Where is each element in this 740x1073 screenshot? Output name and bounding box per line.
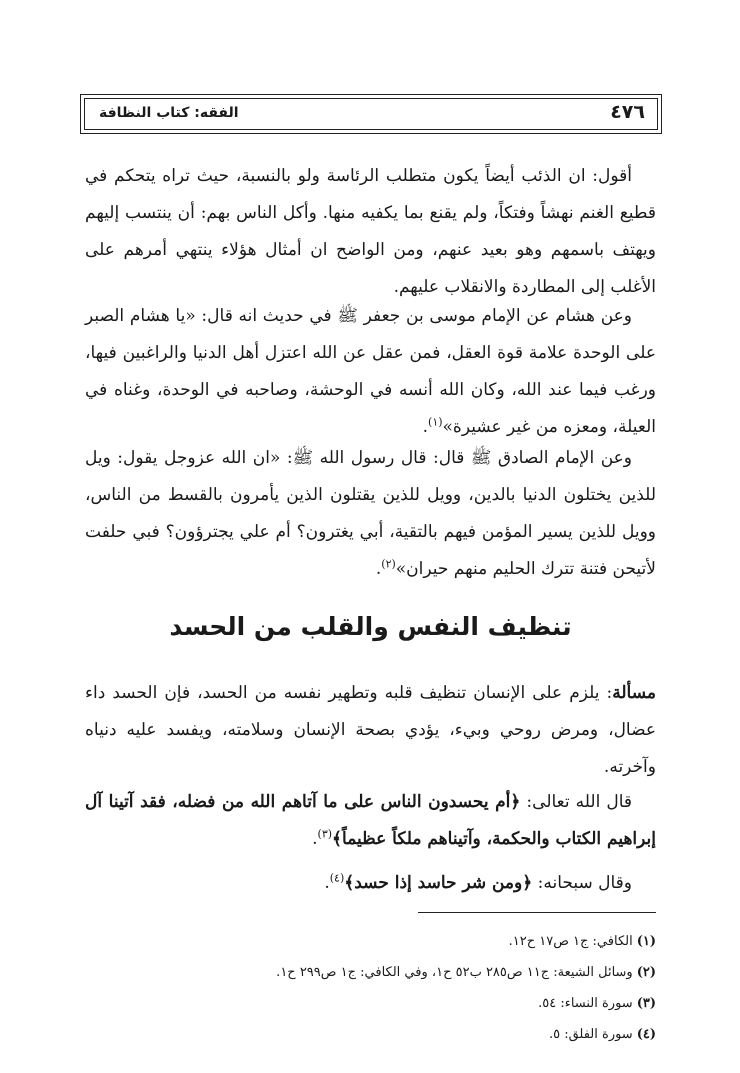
verse-1-intro: قال الله تعالى:	[520, 792, 633, 812]
page-header	[80, 94, 662, 134]
footnote-1	[85, 926, 656, 957]
section-heading: تنظيف النفس والقلب من الحسد	[169, 612, 572, 641]
footnote-2	[85, 957, 656, 988]
footnote-text: سورة النساء: ٥٤.	[538, 996, 633, 1011]
verse-2-intro: وقال سبحانه:	[532, 873, 632, 893]
footnote-text: الكافي: ج١ ص١٧ ح١٢.	[508, 934, 633, 949]
footnote-number: (١)	[636, 934, 656, 949]
paragraph-4-text: : يلزم على الإنسان تنظيف قلبه وتطهير نفسه من الحسد، فإن الحسد داء عضال، ومرض روحي وبيء، يؤدي بصحة الإنسان وسلامته، ويفسد عليه دنياه وآخرته.	[85, 683, 657, 777]
footnote-number: (٤)	[636, 1027, 656, 1042]
running-title: الفقه: كتاب النظافة	[99, 105, 239, 121]
paragraph-3: وعن الإمام الصادق ﷺ قال: قال رسول الله ﷺ: «ان الله عزوجل يقول: ويل للذين يختلون الدنيا بالدين، وويل للذين يقتلون الذين يأمرون بالقسط من الناس، وويل للذين يسير المؤمن فيهم بالتقية، أبي يغترون؟ أم علي يجترؤون؟ فبي حلفت لأتيحن فتنة تترك الحليم منهم حيران»$^{(٢)}$.	[85, 448, 656, 579]
verse-2: ﴿ومن شر حاسد إذا حسد﴾	[344, 873, 533, 893]
footnote-ref-1[interactable]: (١)	[428, 415, 443, 429]
paragraph-3-text: وعن الإمام الصادق ﷺ قال: قال رسول الله ﷺ: «ان الله عزوجل يقول: ويل للذين يختلون الدنيا بالدين، وويل للذين يقتلون الذين يأمرون بالقسط من الناس، وويل للذين يسير المؤمن فيهم بالتقية، أبي يغترون؟ أم علي يجترؤون؟ فبي حلفت لأتيحن فتنة تترك الحليم منهم حيران»	[85, 448, 656, 579]
footnote-text: وسائل الشيعة: ج١١ ص٢٨٥ ب٥٢ ح١، وفي الكافي: ج١ ص٢٩٩ ح١.	[276, 965, 633, 980]
paragraph-2: وعن هشام عن الإمام موسى بن جعفر ﷺ في حديث انه قال: «يا هشام الصبر على الوحدة علامة قوة العقل، فمن عقل عن الله اعتزل أهل الدنيا والراغبين فيها، ورغب فيما عند الله، وكان الله أنسه في الوحشة، وصاحبه في الوحدة، وغناه في العيلة، ومعزه من غير عشيرة»$^{(١)}$.	[85, 306, 656, 437]
footnote-4	[85, 1019, 656, 1050]
footnote-divider	[418, 912, 656, 913]
paragraph-1	[85, 158, 656, 313]
footnotes	[85, 926, 656, 1050]
issue-label: مسألة	[612, 683, 656, 703]
footnote-number: (٢)	[636, 965, 656, 980]
quran-citations: قال الله تعالى: ﴿أم يحسدون الناس على ما آتاهم الله من فضله، فقد آتينا آل إبراهيم الكتاب والحكمة، وآتيناهم ملكاً عظيماً﴾$^{(٣)}$. وقال سبحانه: ﴿ومن شر حاسد إذا حسد﴾$^{(٤)}$.	[85, 792, 656, 893]
paragraph-1-text: أقول: ان الذئب أيضاً يكون متطلب الرئاسة ولو بالنسبة، حيث تراه يتحكم في قطيع الغنم نهشاً وفتكاً، ولم يقنع بما يكفيه منها. وأكل الناس بهم: أن ينتسب إليهم ويهتف باسمهم وهو بعيد عنهم، ومن الواضح ان أمثال هؤلاء ينتهي أمرهم على الأغلب إلى المطاردة والانقلاب عليهم.	[85, 166, 656, 297]
footnote-number: (٣)	[636, 996, 656, 1011]
footnote-ref-3[interactable]: (٣)	[317, 827, 333, 841]
paragraph-2-text: وعن هشام عن الإمام موسى بن جعفر ﷺ في حديث انه قال: «يا هشام الصبر على الوحدة علامة قوة العقل، فمن عقل عن الله اعتزل أهل الدنيا والراغبين فيها، ورغب فيما عند الله، وكان الله أنسه في الوحشة، وصاحبه في الوحدة، وغناه في العيلة، ومعزه من غير عشيرة»	[85, 306, 656, 437]
footnote-text: سورة الفلق: ٥.	[548, 1027, 633, 1042]
verse-1: ﴿أم يحسدون الناس على ما آتاهم الله من فضله، فقد آتينا آل إبراهيم الكتاب والحكمة، وآتيناهم ملكاً عظيماً﴾	[85, 792, 656, 849]
footnote-3	[85, 988, 656, 1019]
paragraph-4	[85, 675, 656, 793]
page-number: ٤٧٦	[610, 101, 645, 123]
footnote-ref-2[interactable]: (٢)	[381, 557, 396, 571]
footnote-ref-4[interactable]: (٤)	[329, 871, 345, 885]
